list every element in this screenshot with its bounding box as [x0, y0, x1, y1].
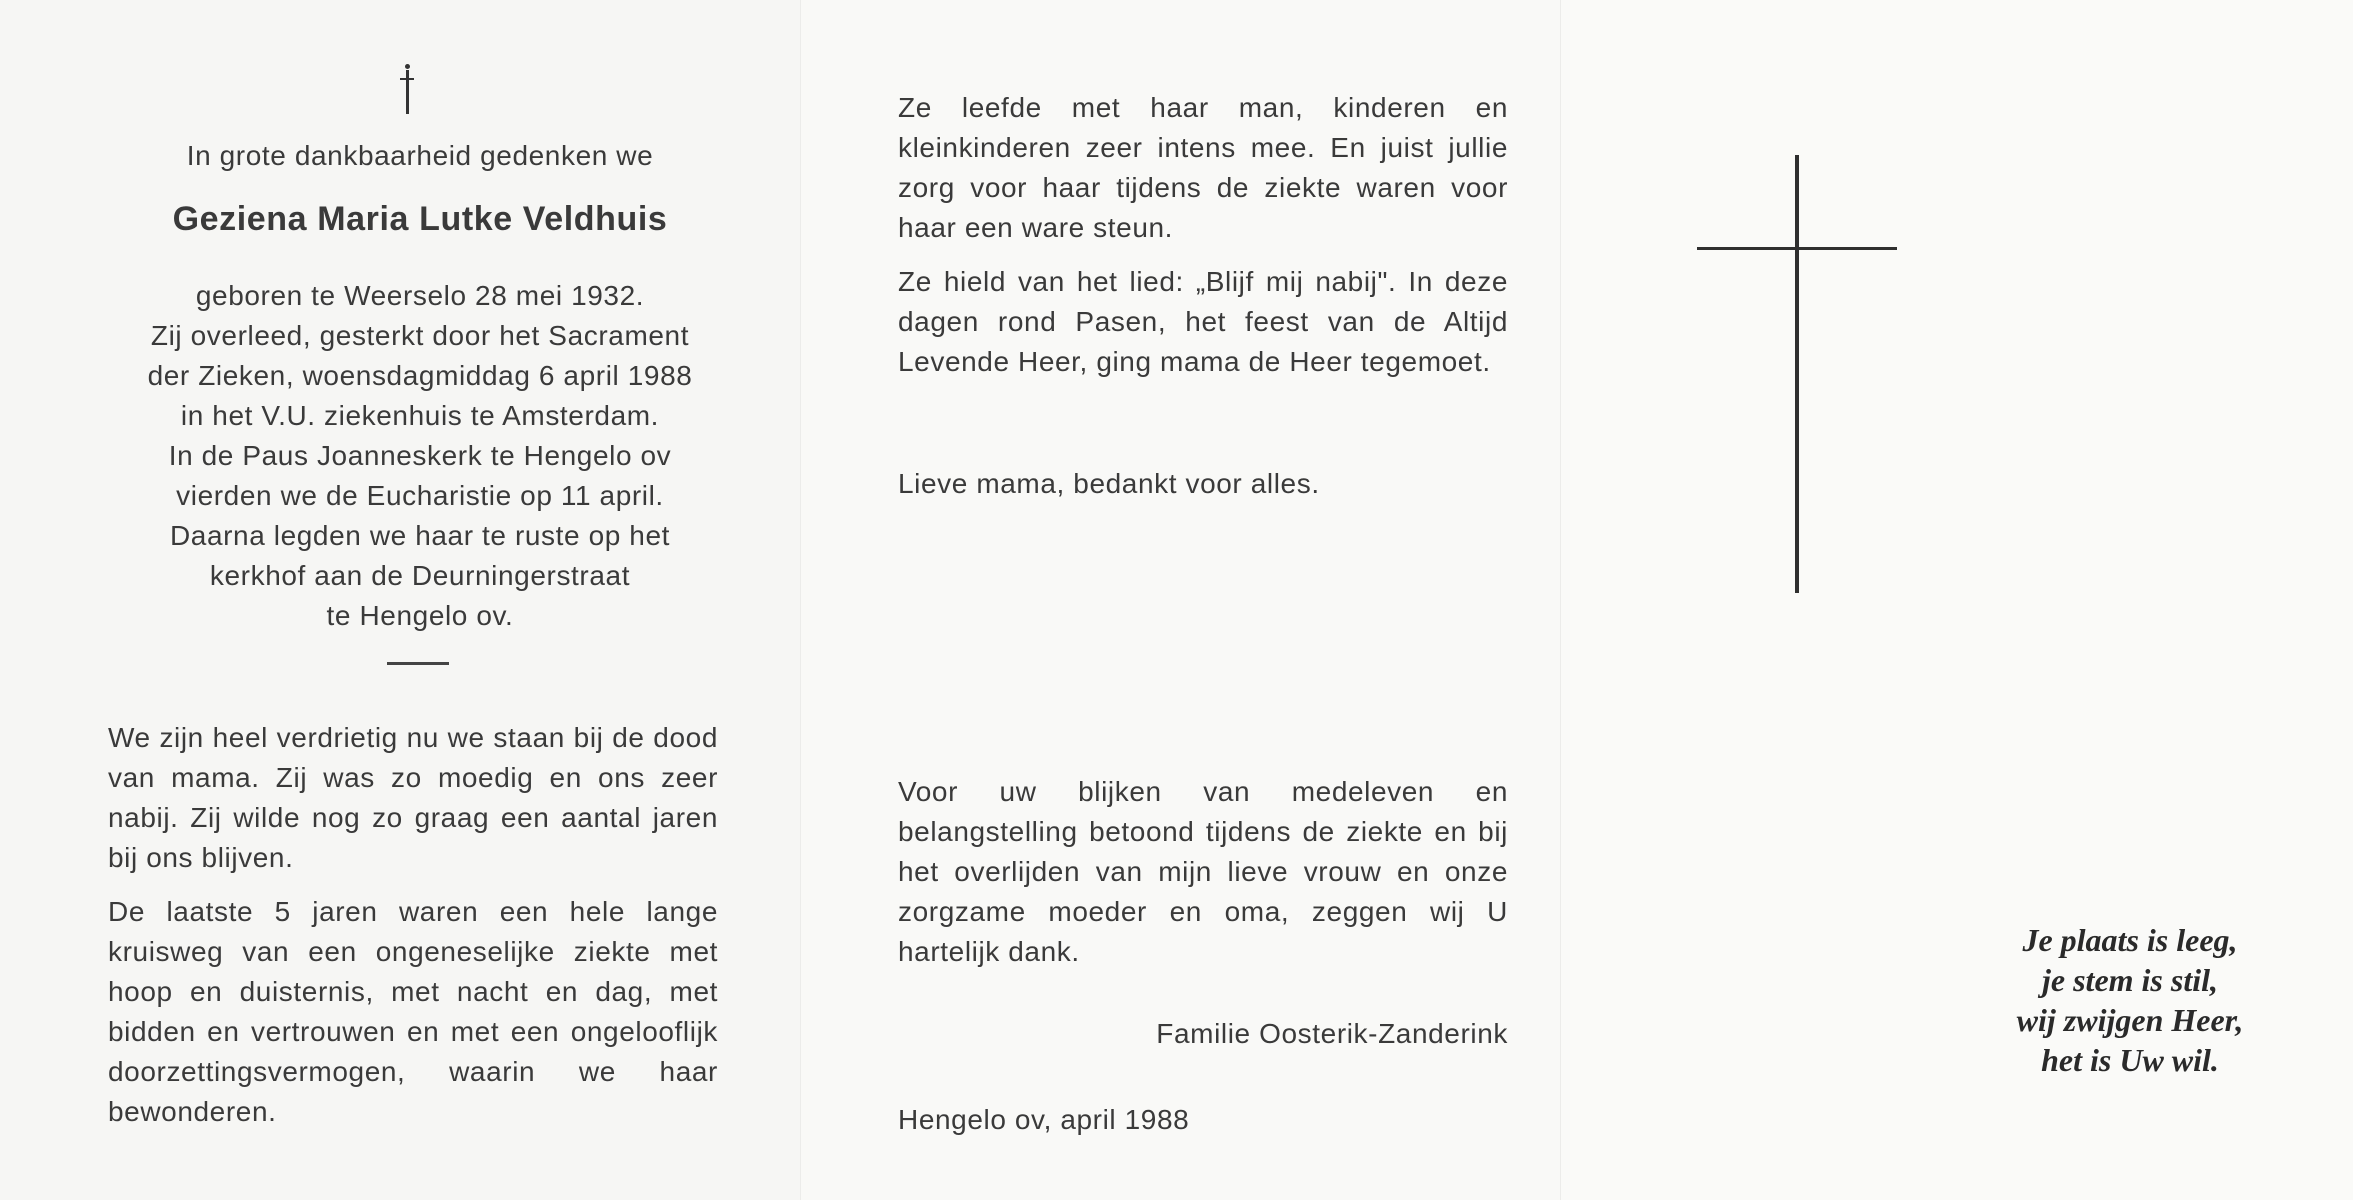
bio-line: geboren te Weerselo 28 mei 1932. — [195, 280, 645, 311]
middle-paragraph-1: Ze leefde met haar man, kinderen en kleinkinderen zeer intens mee. En juist jullie zorg voor haar tijdens de ziekte waren voor haar een ware steun. — [898, 92, 1508, 243]
bio-line: vierden we de Eucharistie op 11 april. — [176, 480, 664, 511]
bio-line: te Hengelo ov. — [326, 600, 514, 631]
middle-paragraph-2: Ze hield van het lied: „Blijf mij nabij". In deze dagen rond Pasen, het feest van de Altijd Levende Heer, ging mama de Heer tegemoet. — [898, 266, 1508, 377]
left-panel — [0, 0, 800, 1200]
divider-line — [387, 662, 449, 665]
bio-line: kerkhof aan de Deurningerstraat — [209, 560, 631, 591]
bio-line: in het V.U. ziekenhuis te Amsterdam. — [180, 400, 660, 431]
left-paragraph-1: We zijn heel verdrietig nu we staan bij de dood van mama. Zij was zo moedig en ons zeer nabij. Zij wilde nog zo graag een aantal jaren bij ons blijven. — [108, 722, 718, 873]
thanks-paragraph: Voor uw blijken van medeleven en belangstelling betoond tijdens de ziekte en bij het overlijden van mijn lieve vrouw en onze zorgzame moeder en oma, zeggen wij U hartelijk dank. — [898, 776, 1508, 967]
family-signature: Familie Oosterik-Zanderink — [1156, 1018, 1508, 1049]
bio-line: Daarna legden we haar te ruste op het — [169, 520, 671, 551]
cross-crossbar — [1697, 247, 1897, 250]
poem-line: Je plaats is leeg, — [2022, 922, 2238, 958]
intro-text: In grote dankbaarheid gedenken we — [186, 140, 654, 171]
deceased-name: Geziena Maria Lutke Veldhuis — [172, 200, 668, 238]
small-cross-icon — [398, 70, 416, 114]
bio-line: In de Paus Joanneskerk te Hengelo ov — [168, 440, 672, 471]
poem-line: het is Uw wil. — [2041, 1042, 2219, 1078]
place-date: Hengelo ov, april 1988 — [898, 1104, 1190, 1135]
left-paragraph-2: De laatste 5 jaren waren een hele lange kruisweg van een ongeneselijke ziekte met hoop en duisternis, met nacht en dag, met bidden en vertrouwen en met een ongelooflijk doorzettingsvermogen, waarin we haar bewonderen. — [108, 896, 718, 1127]
poem-line: je stem is stil, — [2042, 962, 2218, 998]
middle-paragraph-3: Lieve mama, bedankt voor alles. — [898, 468, 1320, 499]
cross-icon — [1795, 155, 1799, 593]
poem — [1920, 920, 2340, 1080]
poem-line: wij zwijgen Heer, — [2016, 1002, 2244, 1038]
bio-line: Zij overleed, gesterkt door het Sacrament — [150, 320, 690, 351]
bio-line: der Zieken, woensdagmiddag 6 april 1988 — [147, 360, 693, 391]
middle-panel — [800, 0, 1560, 1200]
